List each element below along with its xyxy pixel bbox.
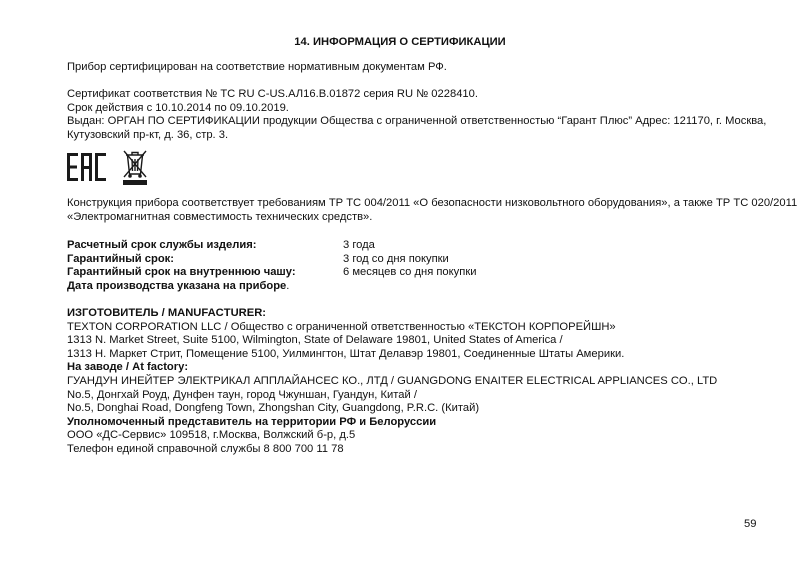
manufacturer-line: 1313 Н. Маркет Стрит, Помещение 5100, Уилмингтон, Штат Делавэр 19801, Соединенные Штаты Америки.: [67, 347, 625, 360]
certificate-issuer-line-1: Выдан: ОРГАН ПО СЕРТИФИКАЦИИ продукции Общества с ограниченной ответственностью “Гарант Плюс” Адрес: 121170, г. Москва,: [67, 115, 767, 128]
certificate-issuer-line-2: Кутузовский пр-кт, д. 36, стр. 3.: [67, 128, 229, 141]
page-number: 59: [744, 518, 757, 530]
production-date-bold: Дата производства указана на приборе: [67, 279, 287, 292]
warranty-info: [67, 239, 763, 293]
representative-line: Телефон единой справочной службы 8 800 700 11 78: [67, 442, 344, 455]
manufacturer-line: TEXTON CORPORATION LLC / Общество с ограниченной ответственностью «ТЕКСТОН КОРПОРЕЙШН»: [67, 320, 616, 333]
compliance-line-1: Конструкция прибора соответствует требованиям ТР ТС 004/2011 «О безопасности низковольтного оборудования», а также ТР ТС 020/2011: [67, 197, 798, 209]
eac-mark-icon: [67, 153, 107, 181]
warranty-row-warranty-period: [67, 253, 763, 267]
warranty-row-service-life: [67, 239, 763, 253]
intro-text: Прибор сертифицирован на соответствие нормативным документам РФ.: [67, 61, 447, 73]
representative-heading: Уполномоченный представитель на территории РФ и Белоруссии: [67, 415, 437, 428]
certificate-validity: Срок действия с 10.10.2014 по 09.10.2019.: [67, 101, 289, 114]
manufacturer-line: 1313 N. Market Street, Suite 5100, Wilmington, State of Delaware 19801, United States of America /: [67, 334, 563, 347]
warranty-value: 6 месяцев со дня покупки: [343, 266, 477, 279]
warranty-row-inner-bowl: [67, 266, 763, 280]
certificate-info: [67, 88, 767, 142]
manufacturer-heading: ИЗГОТОВИТЕЛЬ / MANUFACTURER:: [67, 307, 267, 319]
compliance-line-2: «Электромагнитная совместимость технических средств».: [67, 210, 373, 223]
factory-heading: На заводе / At factory:: [67, 361, 189, 374]
manufacturer-info: [67, 307, 763, 457]
certification-marks: [67, 147, 167, 191]
production-date-tail: .: [286, 279, 290, 292]
certificate-number: Сертификат соответствия № ТС RU С-US.АЛ16.В.01872 серия RU № 0228410.: [67, 88, 478, 100]
factory-line: ГУАНДУН ИНЕЙТЕР ЭЛЕКТРИКАЛ АППЛАЙАНСЕС КО., ЛТД / GUANGDONG ENAITER ELECTRICAL APPLIANCES CO., LTD: [67, 374, 718, 387]
factory-line: No.5, Donghai Road, Dongfeng Town, Zhongshan City, Guangdong, P.R.C. (Китай): [67, 402, 480, 415]
warranty-label: Гарантийный срок:: [67, 252, 174, 265]
warranty-value: 3 года: [343, 239, 375, 251]
warranty-label: Гарантийный срок на внутреннюю чашу:: [67, 266, 296, 279]
representative-line: ООО «ДС-Сервис» 109518, г.Москва, Волжский б-р, д.5: [67, 429, 356, 442]
intro-paragraph: [67, 61, 763, 75]
compliance-info: [67, 197, 798, 224]
warranty-label: Расчетный срок службы изделия:: [67, 239, 257, 251]
production-date-note: [67, 280, 763, 294]
warranty-value: 3 год со дня покупки: [343, 252, 449, 265]
factory-line: No.5, Донгхай Роуд, Дунфен таун, город Чжуншан, Гуандун, Китай /: [67, 388, 417, 401]
section-title: 14. ИНФОРМАЦИЯ О СЕРТИФИКАЦИИ: [294, 36, 506, 48]
crossed-out-wheelie-bin-icon: [122, 149, 148, 187]
